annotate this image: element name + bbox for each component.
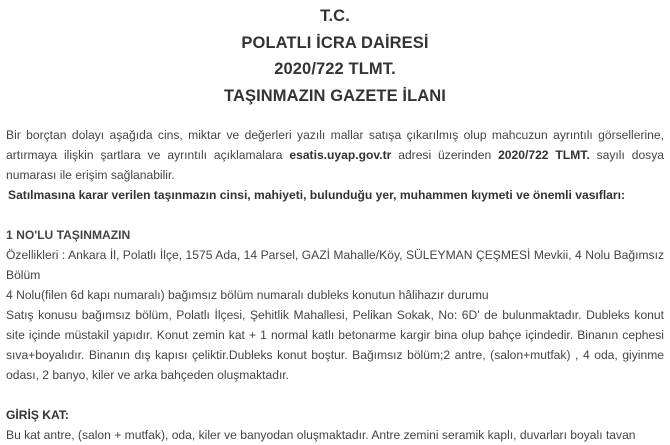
intro-text-1: Bir borçtan dolayı aşağıda cins, miktar ve değerleri yazılı mallar satışa çıkarılmış olup mahcuzun ayrıntılı görsellerine, artırmaya ilişkin şartlara ve ayrıntılı açıklamalara <box>6 128 664 162</box>
intro-text-3: sayılı dosya numarası ile erişim sağlanabilir. <box>6 148 664 182</box>
ground-floor-title: GİRİŞ KAT: <box>6 408 69 422</box>
notice-header <box>6 3 664 109</box>
intro-text-2: adresi üzerinden <box>391 148 499 162</box>
item-description: Satış konusu bağımsız bölüm, Polatlı İlçesi, Şehitlik Mahallesi, Pelikan Sokak, No: 6D' de bulunmaktadır. Dubleks konut site içinde müstakil yapıdır. Konut zemin kat + 1 normal katlı betonarme kargir bina olup bahçe içindedir. Binanın cephesi sıva+boyalıdır. Binanın dış kapısı çeliktir.Dubleks konut boştur. Bağımsız bölüm;2 antre, (salon+mutfak) , 4 oda, giyinme odası, 2 banyo, kiler ve arka bahçeden oluşmaktadır. <box>6 308 664 382</box>
header-file-number: 2020/722 TLMT. <box>274 60 396 78</box>
header-office: POLATLI İCRA DAİRESİ <box>241 33 429 52</box>
header-notice-title: TAŞINMAZIN GAZETE İLANI <box>224 86 446 105</box>
header-republic: T.C. <box>320 7 350 25</box>
item-unit: 4 Nolu(filen 6d kapı numaralı) bağımsız bölüm numaralı dubleks konutun hâlihazır durumu <box>6 288 489 302</box>
sale-heading: Satılmasına karar verilen taşınmazın cinsi, mahiyeti, bulunduğu yer, muhammen kıymeti ve önemli vasıfları: <box>8 188 625 202</box>
intro-file-number: 2020/722 TLMT. <box>498 148 590 162</box>
item-title: 1 NO'LU TAŞINMAZIN <box>6 228 131 242</box>
esatis-site-link[interactable]: esatis.uyap.gov.tr <box>289 148 392 162</box>
intro-paragraph <box>6 125 664 205</box>
item-features: Özellikleri : Ankara İl, Polatlı İlçe, 1575 Ada, 14 Parsel, GAZİ Mahalle/Köy, SÜLEYMAN ÇEŞMESİ Mevkii, 4 Nolu Bağımsız Bölüm <box>6 248 664 282</box>
ground-floor-text: Bu kat antre, (salon + mutfak), oda, kiler ve banyodan oluşmaktadır. Antre zemini seramik kaplı, duvarları boyalı tavan <box>6 428 636 442</box>
